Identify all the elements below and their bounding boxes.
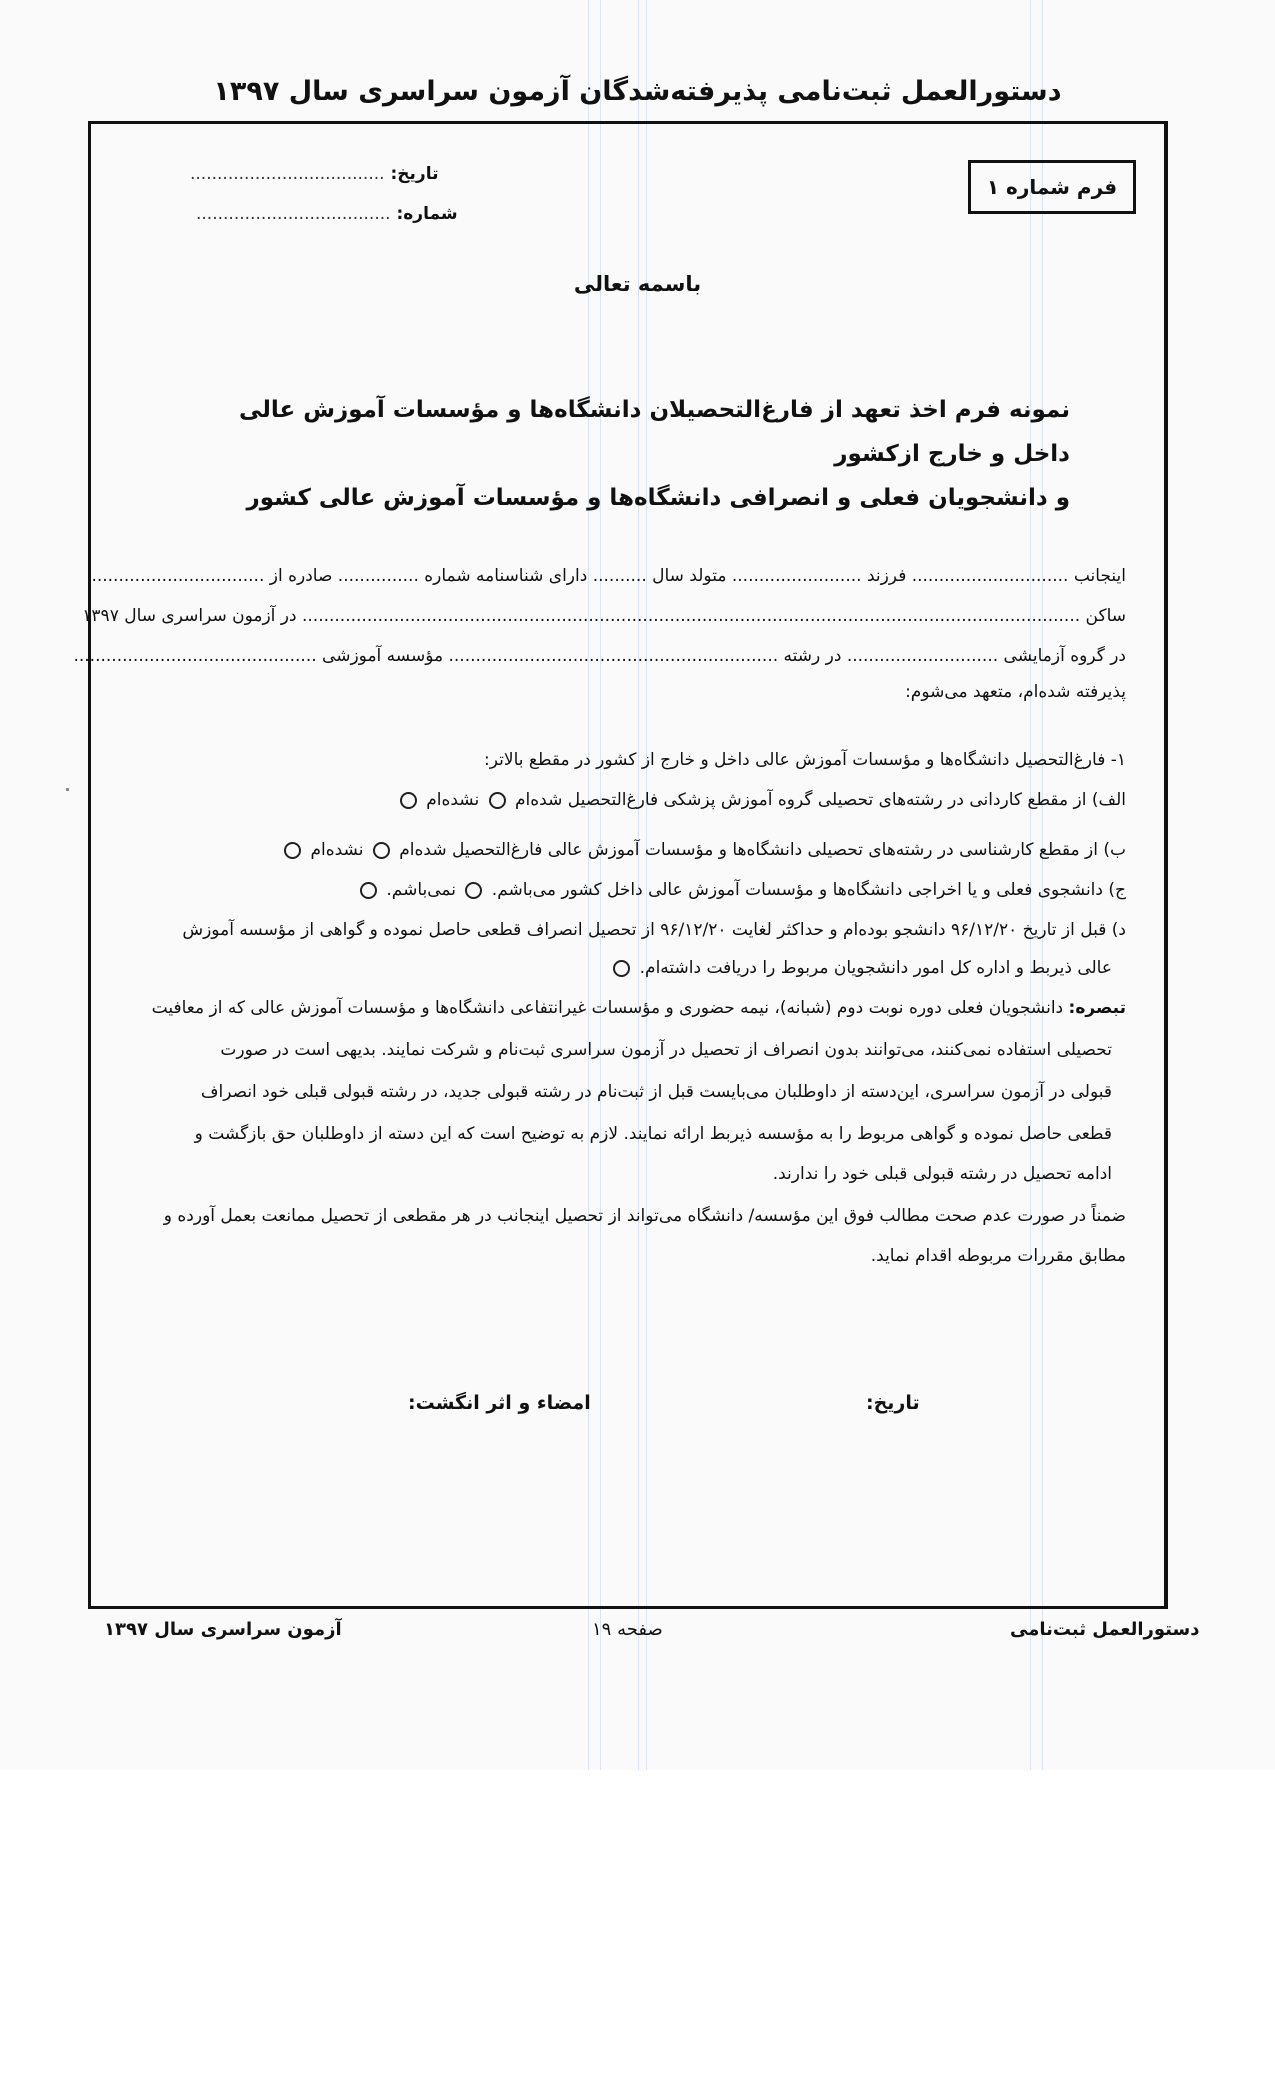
form-title xyxy=(180,388,1070,520)
item-1: ۱- فارغ‌التحصیل دانشگاه‌ها و مؤسسات آموزش عالی داخل و خارج از کشور در مقطع بالاتر: xyxy=(484,750,1126,770)
details-line1: اینجانب ............................. فرزند ........................ متولد سال .......... دارای شناسنامه شماره ............... صادره از ................................ xyxy=(91,566,1126,586)
item-be-no-radio[interactable] xyxy=(284,842,301,859)
signature-label: امضاء و اثر انگشت: xyxy=(408,1392,591,1414)
details-line3: در گروه آزمایشی ............................ در رشته ............................................................. مؤسسه آموزشی ............................................. xyxy=(73,646,1126,666)
number-field xyxy=(196,204,458,224)
closing-block xyxy=(158,1196,1126,1286)
note-label: تبصره: xyxy=(1068,998,1126,1018)
item-alef-yes-radio[interactable] xyxy=(489,792,506,809)
closing-line1: ضمناً در صورت عدم صحت مطالب فوق این مؤسسه/ دانشگاه می‌تواند از تحصیل اینجانب در هر مقطعی از تحصیل ممانعت بعمل آورده و xyxy=(163,1206,1126,1226)
date-field xyxy=(190,164,438,184)
date-dots: .................................... xyxy=(190,164,385,184)
footer-right: آزمون سراسری سال ۱۳۹۷ xyxy=(104,1619,342,1640)
item-be-text: ب) از مقطع کارشناسی در رشته‌های تحصیلی دانشگاه‌ها و مؤسسات آموزش عالی فارغ‌التحصیل شده‌ام xyxy=(399,840,1126,860)
item-be xyxy=(280,830,1126,870)
form-title-line2: و دانشجویان فعلی و انصرافی دانشگاه‌ها و مؤسسات آموزش عالی کشور xyxy=(246,485,1070,511)
date-label: تاریخ: xyxy=(390,164,439,184)
note-text-1: دانشجویان فعلی دوره نوبت دوم (شبانه)، نیمه حضوری و مؤسسات غیرانتفاعی دانشگاه‌ها و مؤسسات آموزش عالی که از معافیت xyxy=(151,998,1064,1018)
item-dal-line2 xyxy=(609,948,1112,988)
item-alef-not-label: نشده‌ام xyxy=(426,790,480,810)
note-line3: قبولی در آزمون سراسری، این‌دسته از داوطلبان می‌بایست قبل از ثبت‌نام در رشته قبولی جدید، در رشته قبولی قبلی خود انصراف xyxy=(200,1082,1112,1102)
number-dots: .................................... xyxy=(196,204,391,224)
note-line2: تحصیلی استفاده نمی‌کنند، می‌توانند بدون انصراف از تحصیل در آزمون سراسری ثبت‌نام و شرکت نمایند. بدیهی است در صورت xyxy=(220,1040,1112,1060)
number-label: شماره: xyxy=(396,204,458,224)
personal-details xyxy=(73,556,1126,726)
item-dal-line1: د) قبل از تاریخ ۹۶/۱۲/۲۰ دانشجو بوده‌ام و حداکثر لغایت ۹۶/۱۲/۲۰ از تحصیل انصراف قطعی حاصل نموده و گواهی از مؤسسه آموزش xyxy=(182,920,1126,940)
basmala: باسمه تعالی xyxy=(573,272,702,296)
note-line1 xyxy=(152,988,1126,1028)
item-jim-no-radio[interactable] xyxy=(360,882,377,899)
document-header-title: دستورالعمل ثبت‌نامی پذیرفته‌شدگان آزمون سراسری سال ۱۳۹۷ xyxy=(213,76,1062,107)
form-number-box: فرم شماره ۱ xyxy=(968,160,1136,214)
item-jim xyxy=(356,870,1126,910)
details-line4: پذیرفته شده‌ام، متعهد می‌شوم: xyxy=(905,682,1126,702)
item-dal-text: عالی ذیربط و اداره کل امور دانشجویان مربوط را دریافت داشته‌ام. xyxy=(639,958,1112,978)
details-line2: ساکن ................................................................................................................................................ در آزمون سراسری سال ۱۳۹۷ xyxy=(82,606,1126,626)
item-be-yes-radio[interactable] xyxy=(373,842,390,859)
item-dal-radio[interactable] xyxy=(613,960,630,977)
sign-date-label: تاریخ: xyxy=(866,1392,920,1414)
footer-left: دستورالعمل ثبت‌نامی xyxy=(1010,1619,1200,1640)
item-alef-text: الف) از مقطع کاردانی در رشته‌های تحصیلی گروه آموزش پزشکی فارغ‌التحصیل شده‌ام xyxy=(515,790,1126,810)
commitment-items xyxy=(158,740,1126,980)
note-block xyxy=(151,988,1126,1198)
footer-page-number: صفحه ۱۹ xyxy=(592,1619,663,1640)
item-jim-text: ج) دانشجوی فعلی و یا اخراجی دانشگاه‌ها و مؤسسات آموزش عالی داخل کشور می‌باشم. xyxy=(491,880,1126,900)
scan-speck xyxy=(66,788,69,791)
item-alef xyxy=(396,780,1126,820)
note-line5: ادامه تحصیل در رشته قبولی قبلی خود را ندارند. xyxy=(772,1164,1112,1184)
closing-line2: مطابق مقررات مربوطه اقدام نماید. xyxy=(870,1246,1126,1266)
form-title-line1: نمونه فرم اخذ تعهد از فارغ‌التحصیلان دانشگاه‌ها و مؤسسات آموزش عالی داخل و خارج ازکشور xyxy=(239,397,1070,467)
item-jim-yes-radio[interactable] xyxy=(465,882,482,899)
item-alef-no-radio[interactable] xyxy=(400,792,417,809)
item-be-not-label: نشده‌ام xyxy=(310,840,364,860)
item-jim-not-label: نمی‌باشم. xyxy=(386,880,456,900)
note-line4: قطعی حاصل نموده و گواهی مربوط را به مؤسسه ذیربط ارائه نمایند. لازم به توضیح است که این دسته از داوطلبان حق بازگشت و xyxy=(194,1124,1112,1144)
